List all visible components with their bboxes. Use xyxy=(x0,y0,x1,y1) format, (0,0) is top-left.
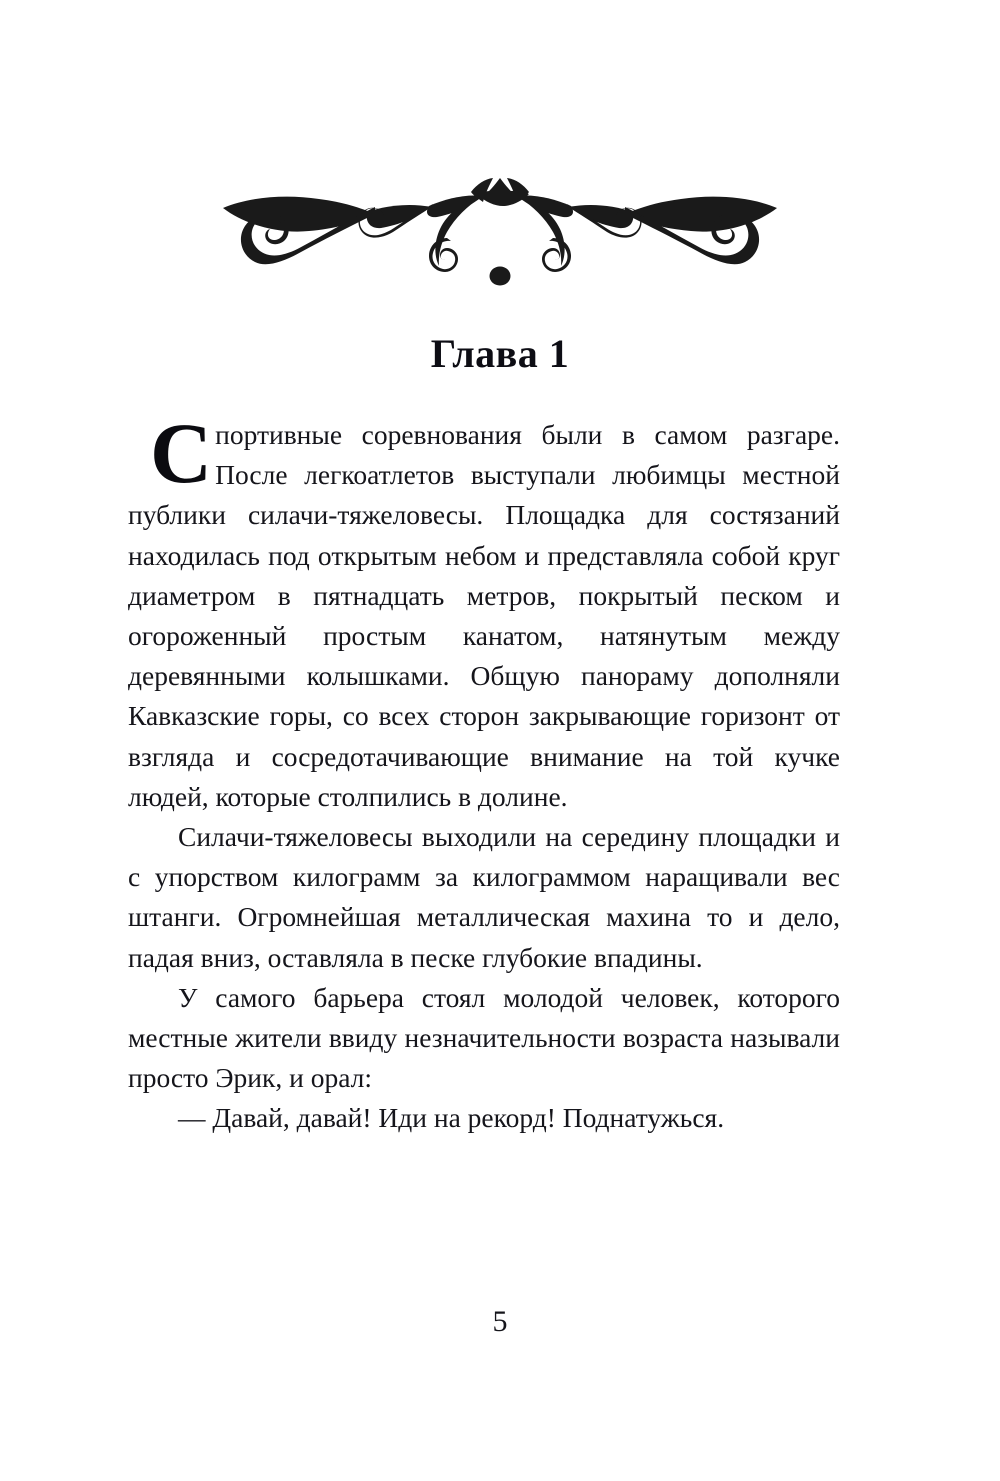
text-column xyxy=(128,405,840,1139)
ornament-divider xyxy=(0,172,1000,292)
chapter-heading: Глава 1 xyxy=(430,331,570,376)
paragraph-1 xyxy=(128,405,840,817)
paragraph-1-text: портивные соревнования были в самом разгаре. После легкоатлетов выступали любимцы местной публики силачи-тяжеловесы. Площадка для состязаний находилась под открытым небом и представляла собой круг диаметром в пятнадцать метров, покрытый песком и огороженный простым канатом, натянутым между деревянными колышками. Общую панораму дополняли Кавказские горы, со всех сторон закрывающие горизонт от взгляда и сосредотачивающие внимание на той кучке людей, которые столпились в долине. xyxy=(128,419,840,812)
dialogue-line: — Давай, давай! Иди на рекорд! Поднатужься. xyxy=(178,1102,725,1134)
drop-cap: С xyxy=(150,405,213,501)
paragraph-2: Силачи-тяжеловесы выходили на середину площадки и с упорством килограмм за килограммом наращивали вес штанги. Огромнейшая металлическая махина то и дело, падая вниз, оставляла в песке глубокие впадины. xyxy=(128,821,840,973)
paragraph-3: У самого барьера стоял молодой человек, которого местные жители ввиду незначительности возраста называли просто Эрик, и орал: xyxy=(128,981,840,1094)
page-number: 5 xyxy=(492,1305,508,1338)
